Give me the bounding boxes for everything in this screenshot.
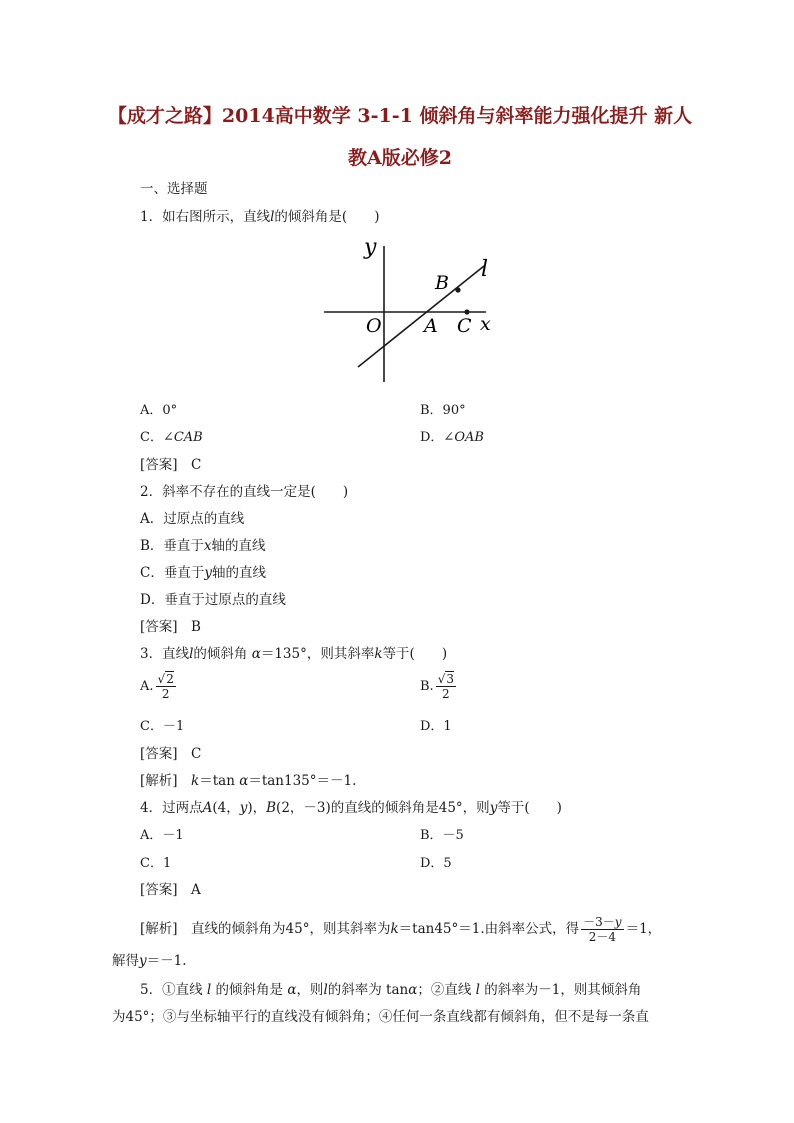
- q3-option-c: C．－1: [140, 719, 185, 734]
- q1-option-d: D．∠OAB: [420, 430, 484, 445]
- q4-analysis-line-2: 解得y＝－1.: [112, 953, 187, 969]
- q5-stem-line-2: 为45°；③与坐标轴平行的直线没有倾斜角；④任何一条直线都有倾斜角，但不是每一条直: [112, 1009, 649, 1025]
- q1-figure: [318, 232, 508, 384]
- label-y: y: [364, 235, 377, 260]
- q4-stem: 4．过两点A(4，y)，B(2，－3)的直线的倾斜角是45°，则y等于( ): [140, 800, 562, 816]
- q3-option-a-fraction: $\frac{√2}{2}$: [157, 672, 174, 701]
- q1-option-a: A．0°: [140, 403, 178, 418]
- q4-option-a: A．－1: [140, 828, 184, 843]
- q1-stem: 1．如右图所示，直线l的倾斜角是( ): [140, 209, 380, 225]
- q2-answer: [答案] B: [140, 619, 201, 635]
- label-c: C: [457, 315, 472, 337]
- q4-answer: [答案] A: [140, 882, 201, 898]
- q3-analysis: [解析] k＝tan α＝tan135°＝－1.: [140, 773, 357, 789]
- q1-option-c: C．∠CAB: [140, 430, 203, 445]
- q3-option-a: A. $\frac{√2}{2}$: [140, 672, 174, 701]
- label-x: x: [480, 313, 491, 335]
- title-line-1: 【成才之路】2014高中数学 3-1-1 倾斜角与斜率能力强化提升 新人: [107, 105, 693, 127]
- q3-stem: 3．直线l的倾斜角 α＝135°，则其斜率k等于( ): [140, 646, 448, 662]
- q2-option-b: B．垂直于x轴的直线: [140, 538, 266, 554]
- q1-option-b: B．90°: [420, 403, 466, 418]
- q2-option-c: C．垂直于y轴的直线: [140, 565, 266, 581]
- q3-option-d: D．1: [420, 719, 452, 734]
- point-c: [464, 309, 469, 314]
- q4-option-d: D．5: [420, 856, 452, 871]
- label-b: B: [435, 272, 449, 294]
- q4-option-b: B．－5: [420, 828, 464, 843]
- q2-stem: 2．斜率不存在的直线一定是( ): [140, 484, 349, 500]
- q3-option-b-fraction: $\frac{√3}{2}$: [437, 672, 454, 701]
- label-a: A: [424, 315, 438, 337]
- q3-option-b: B. $\frac{√3}{2}$: [420, 672, 454, 701]
- q1-answer: [答案] C: [140, 457, 202, 473]
- label-l: l: [481, 257, 489, 282]
- point-b: [455, 287, 460, 292]
- q4-slope-fraction: $\frac{-3-y}{2-4}$: [583, 915, 622, 944]
- title-line-2: 教A版必修2: [348, 147, 452, 169]
- q5-stem-line-1: 5．①直线 l 的倾斜角是 α，则l的斜率为 tanα；②直线 l 的斜率为－1，则其倾斜角: [140, 982, 642, 998]
- q2-option-a: A．过原点的直线: [140, 511, 245, 527]
- section-heading: 一、选择题: [140, 181, 208, 197]
- q3-answer: [答案] C: [140, 746, 202, 762]
- q2-option-d: D．垂直于过原点的直线: [140, 592, 286, 608]
- label-o: O: [366, 315, 382, 337]
- q4-option-c: C．1: [140, 856, 172, 871]
- q4-analysis: [解析] 直线的倾斜角为45°，则其斜率为k＝tan45°＝1.由斜率公式，得 $\frac{-3-y}{2-4}$ ＝1，: [140, 915, 662, 944]
